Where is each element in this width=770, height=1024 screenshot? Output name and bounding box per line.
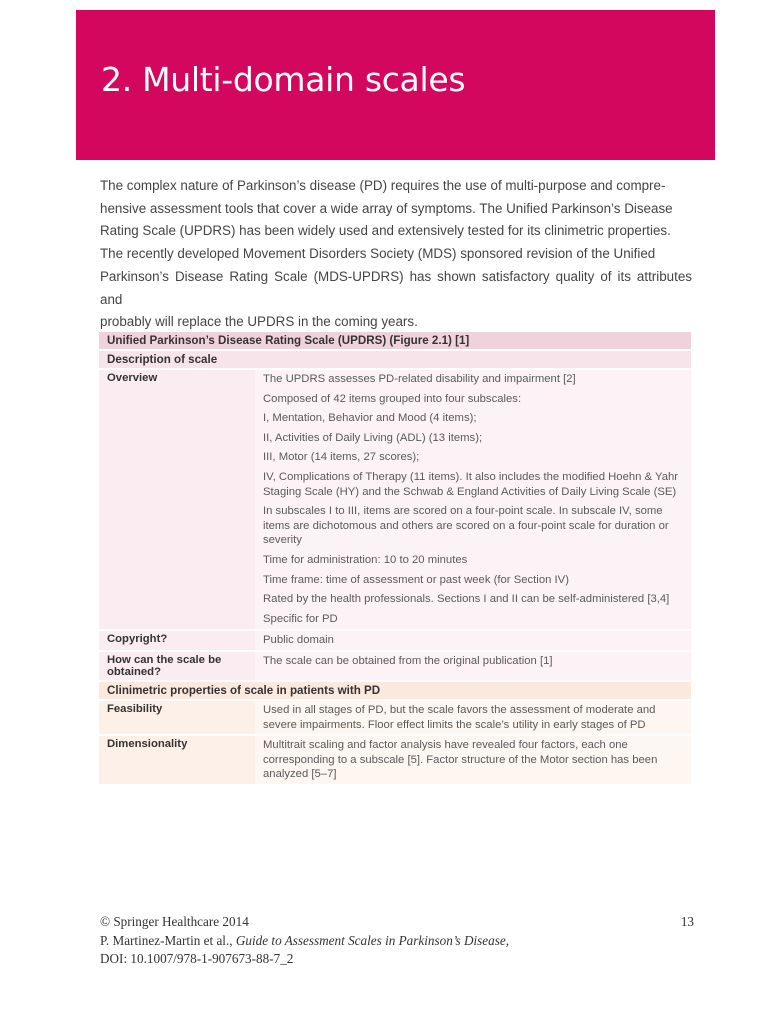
footer-doi: DOI: 10.1007/978-1-907673-88-7_2 [100, 951, 294, 966]
footer-book-title: Guide to Assessment Scales in Parkinson’s Disease, [235, 932, 510, 948]
footer-copyright: © Springer Healthcare 2014 [100, 914, 249, 929]
table-row [99, 631, 691, 650]
footer-citation [100, 932, 694, 951]
overview-line: Time for administration: 10 to 20 minutes [263, 553, 468, 566]
footer-authors: P. Martinez-Martin et al., [100, 932, 233, 948]
table-row [99, 370, 691, 629]
intro-line: The recently developed Movement Disorders Society (MDS) sponsored revision of the Unified [100, 246, 656, 262]
obtain-value: The scale can be obtained from the original publication [1] [255, 652, 691, 680]
copyright-value: Public domain [255, 631, 691, 650]
intro-paragraph [100, 175, 692, 334]
overview-line: Specific for PD [263, 612, 338, 625]
intro-line: The complex nature of Parkinson’s disease (PD) requires the use of multi-purpose and compre- [100, 178, 666, 193]
feasibility-label: Feasibility [99, 701, 255, 734]
table-row [99, 736, 691, 784]
section-row [99, 682, 691, 699]
section-row [99, 351, 691, 368]
intro-line: Rating Scale (UPDRS) has been widely used and extensively tested for its clinimetric properties. [100, 223, 671, 239]
feasibility-value: Used in all stages of PD, but the scale favors the assessment of moderate and severe impairments. Floor effect limits the scale’s utility in early stages of PD [255, 701, 691, 734]
chapter-banner [76, 10, 715, 160]
overview-line: Rated by the health professionals. Sections I and II can be self-administered [3,4] [263, 593, 670, 606]
updrs-table [99, 330, 691, 786]
overview-line: The UPDRS assesses PD-related disability and impairment [2] [263, 373, 576, 385]
overview-value [255, 370, 691, 629]
copyright-label: Copyright? [99, 631, 255, 650]
overview-line: I, Mentation, Behavior and Mood (4 items); [263, 412, 477, 425]
table-row [99, 652, 691, 680]
obtain-label: How can the scale be obtained? [99, 652, 255, 680]
table-row [99, 701, 691, 734]
table-header-row [99, 332, 691, 349]
overview-line: III, Motor (14 items, 27 scores); [263, 451, 420, 464]
chapter-title: 2. Multi-domain scales [101, 60, 466, 99]
dimensionality-value: Multitrait scaling and factor analysis have revealed four factors, each one corresponding to a subscale [5]. Factor structure of the Motor section has been analyzed [5–7] [255, 736, 691, 784]
overview-line: In subscales I to III, items are scored on a four-point scale. In subscale IV, some items are dichotomous and others are scored on a four-point scale for duration or severity [263, 505, 669, 547]
overview-line: IV, Complications of Therapy (11 items). It also includes the modified Hoehn & Yahr Staging Scale (HY) and the Schwab & England Activities of Daily Living Scale (SE) [263, 470, 679, 498]
table-header: Unified Parkinson’s Disease Rating Scale (UPDRS) (Figure 2.1) [1] [99, 332, 691, 349]
intro-line: hensive assessment tools that cover a wide array of symptoms. The Unified Parkinson’s Disease [100, 200, 673, 216]
page-number: 13 [680, 914, 694, 929]
section-description-heading: Description of scale [99, 351, 691, 368]
page-footer [100, 913, 694, 969]
dimensionality-label: Dimensionality [99, 736, 255, 784]
section-clinimetric-heading: Clinimetric properties of scale in patients with PD [99, 682, 691, 699]
intro-line: Parkinson’s Disease Rating Scale (MDS-UPDRS) has shown satisfactory quality of its attributes and [100, 268, 692, 307]
overview-line: Composed of 42 items grouped into four subscales: [263, 392, 522, 405]
overview-line: Time frame: time of assessment or past week (for Section IV) [263, 573, 569, 586]
intro-line: probably will replace the UPDRS in the coming years. [100, 314, 418, 330]
overview-label: Overview [99, 370, 255, 629]
overview-line: II, Activities of Daily Living (ADL) (13 items); [263, 431, 483, 444]
